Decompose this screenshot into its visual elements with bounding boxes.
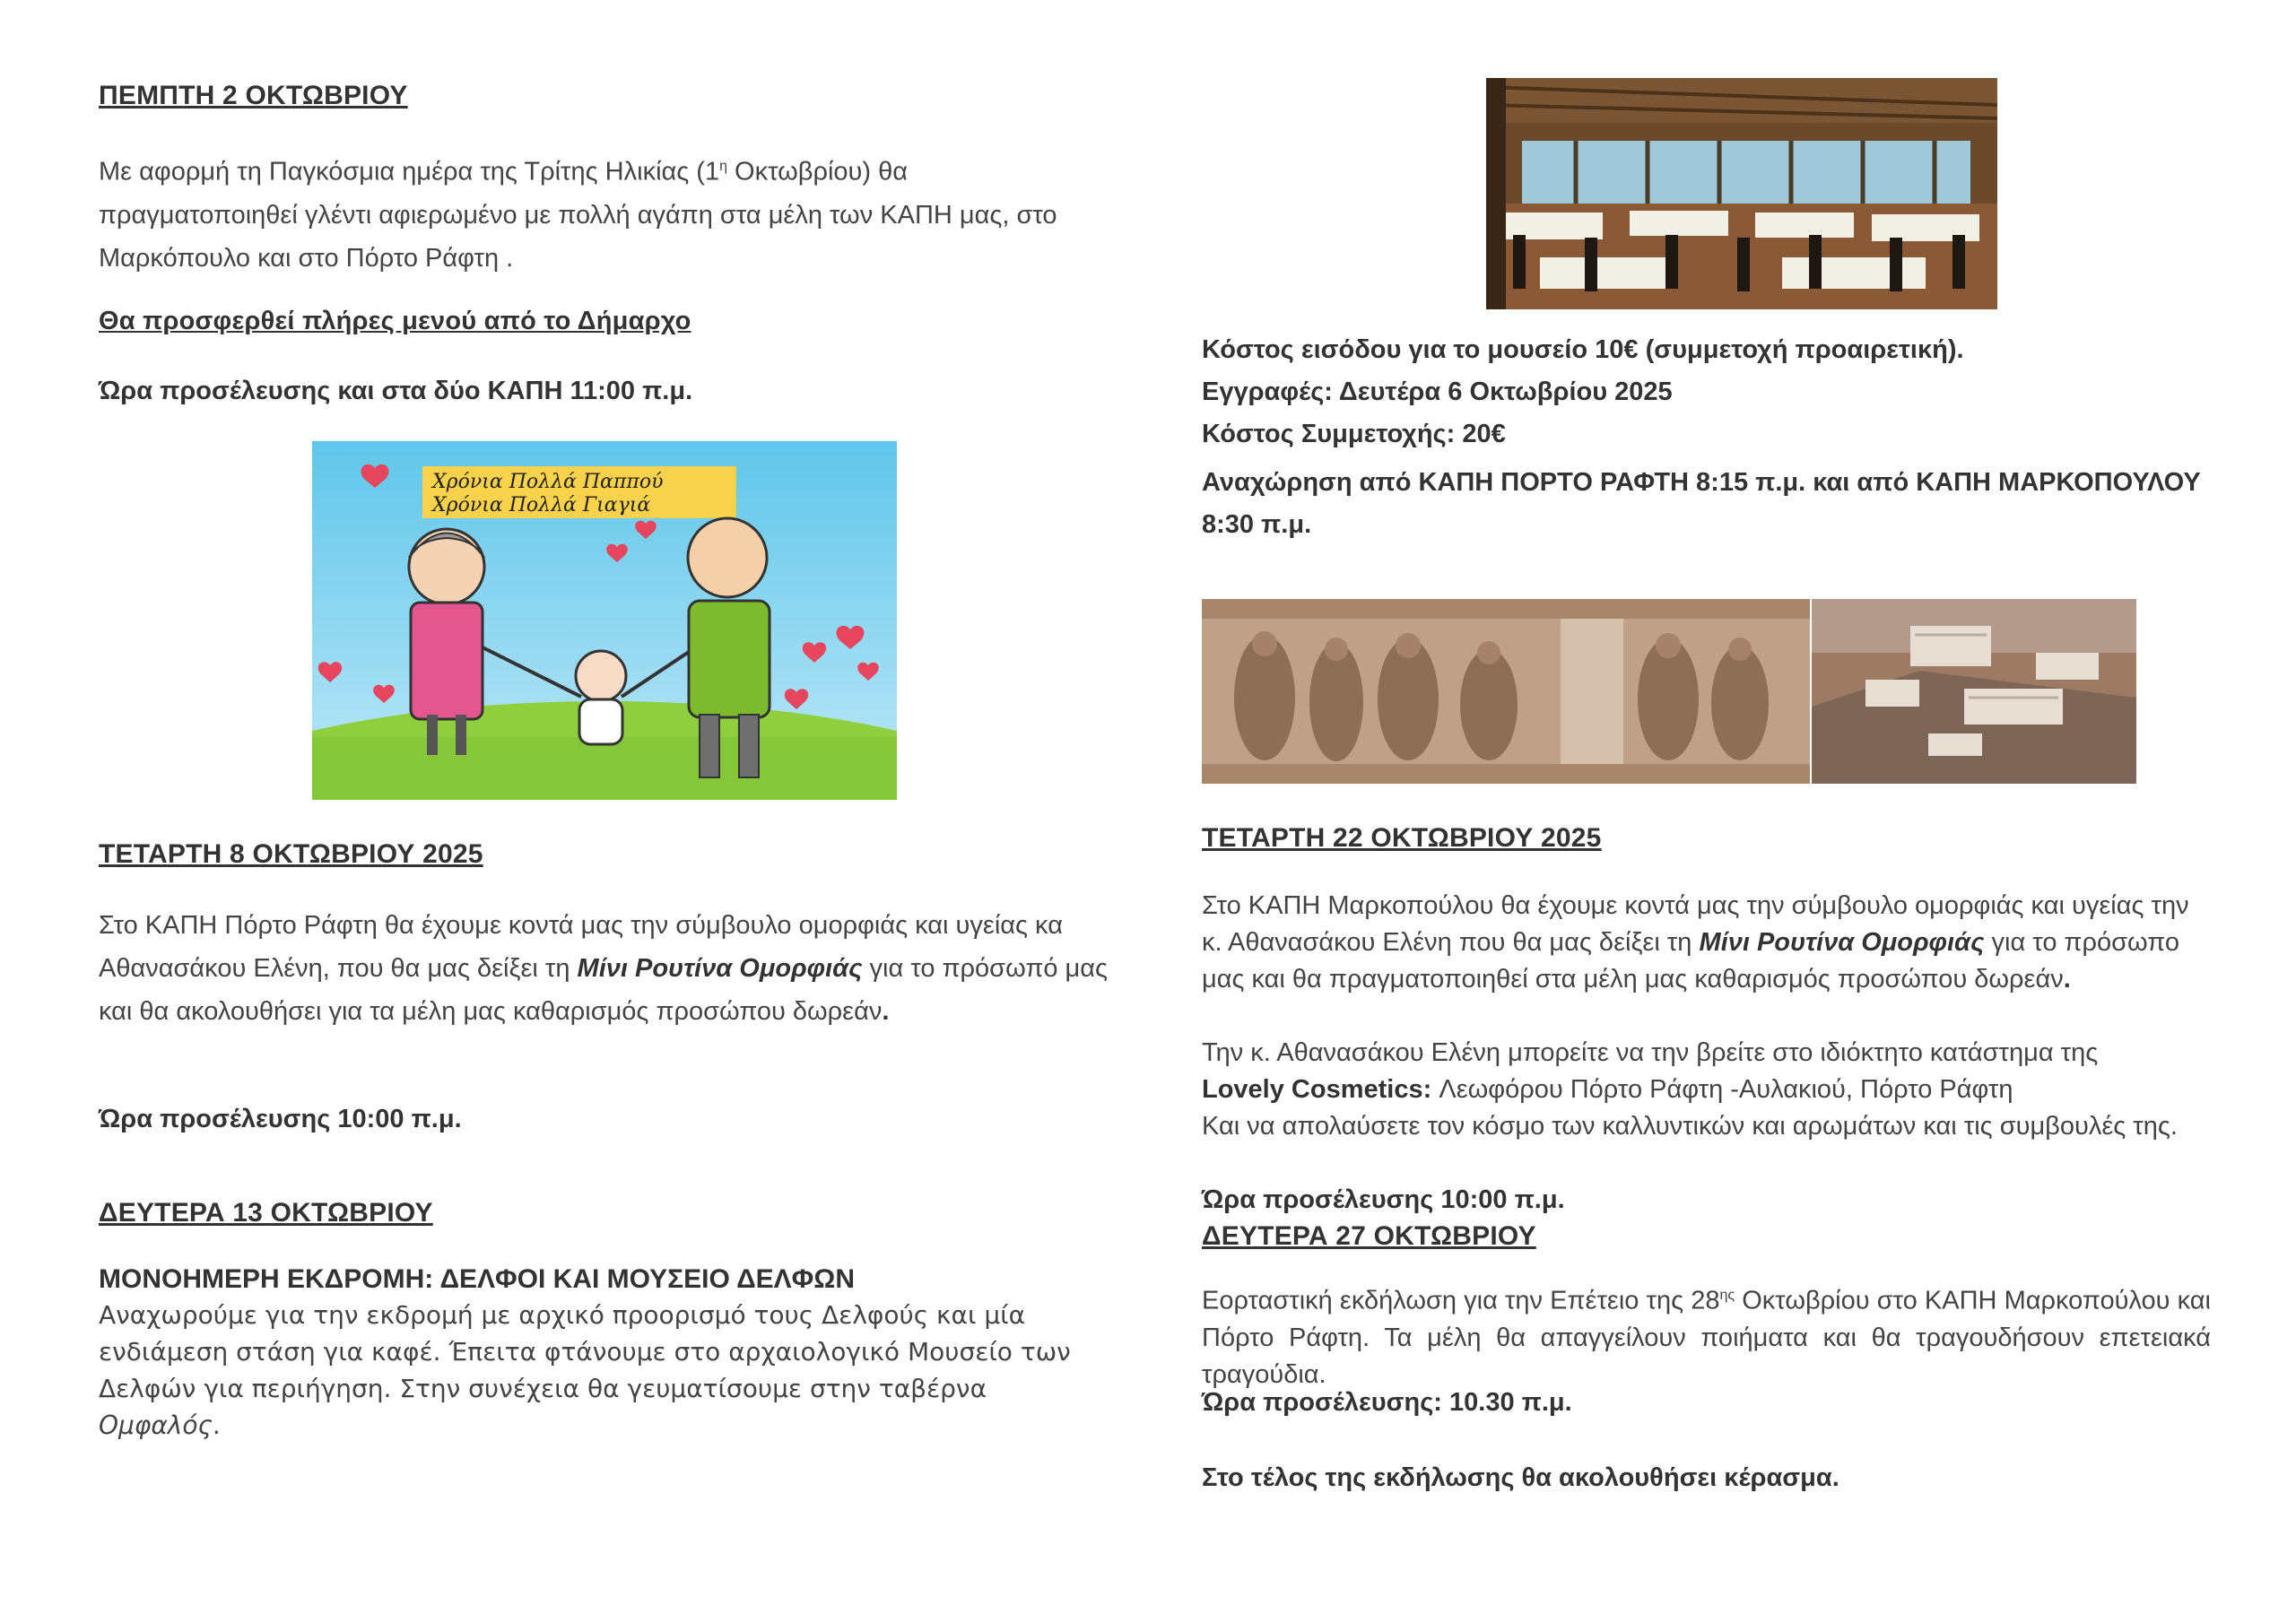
text: Οκτωβρίου στο ΚΑΠΗ Μαρκοπούλου και Πόρτο Ράφτη. Τα μέλη θα απαγγείλουν ποιήματα και θα τραγουδήσουν επετειακά τραγούδια.	[1202, 1286, 2211, 1389]
text: .	[2063, 965, 2071, 994]
heading-wednesday-8-oct: ΤΕΤΑΡΤΗ 8 ΟΚΤΩΒΡΙΟΥ 2025	[99, 839, 483, 869]
text: Οκτωβρίου) θα πραγματοποιηθεί γλέντι αφιερωμένο με πολλή αγάπη στα μέλη των ΚΑΠΗ μας, στο Μαρκόπουλο και στο Πόρτο Ράφτη .	[99, 157, 1057, 273]
paragraph-shop-info: Την κ. Αθανασάκου Ελένη μπορείτε να την βρείτε στο ιδιόκτητο κατάστημα της	[1202, 1038, 2099, 1067]
text: .	[212, 1410, 221, 1440]
text: Στο ΚΑΠΗ Πόρτο Ράφτη θα έχουμε κοντά μας την σύμβουλο ομορφιάς και υγείας κα Αθανασάκου Ελένη, που θα μας δείξει τη	[99, 911, 1063, 983]
arrival-time-line: Ώρα προσέλευσης και στα δύο ΚΑΠΗ 11:00 π.μ.	[99, 377, 693, 405]
heading-wednesday-22-oct: ΤΕΤΑΡΤΗ 22 ΟΚΤΩΒΡΙΟΥ 2025	[1202, 823, 1602, 853]
text: Με αφορμή τη Παγκόσμια ημέρα της Τρίτης Ηλικίας (1	[99, 157, 720, 187]
closing-line: Στο τέλος της εκδήλωσης θα ακολουθήσει κέρασμα.	[1202, 1463, 1839, 1492]
shop-name: Lovely Cosmetics:	[1202, 1075, 1432, 1104]
restaurant-photo-svg	[1486, 78, 1997, 309]
registration-line: Εγγραφές: Δευτέρα 6 Οκτωβρίου 2025	[1202, 378, 1673, 406]
arrival-time-line: Ώρα προσέλευσης 10:00 π.μ.	[99, 1105, 462, 1133]
menu-offer-line: Θα προσφερθεί πλήρες μενού από το Δήμαρχο	[99, 307, 691, 335]
participation-cost-line: Κόστος Συμμετοχής: 20€	[1202, 420, 1506, 448]
paragraph-cosmetics: Και να απολαύσετε τον κόσμο των καλλυντικών και αρωμάτων και τις συμβουλές της.	[1202, 1112, 2178, 1141]
heading-thursday-2-oct: ΠΕΜΠΤΗ 2 ΟΚΤΩΒΡΙΟΥ	[99, 81, 408, 110]
paragraph-seniors-day	[99, 145, 1103, 280]
arrival-time-line: Ώρα προσέλευσης: 10.30 π.μ.	[1202, 1388, 1572, 1417]
shop-address: Λεωφόρου Πόρτο Ράφτη -Αυλακιού, Πόρτο Ράφτη	[1431, 1075, 2013, 1104]
card-line-2: Χρόνια Πολλά Γιαγιά	[432, 494, 651, 516]
heading-monday-27-oct: ΔΕΥΤΕΡΑ 27 ΟΚΤΩΒΡΙΟΥ	[1202, 1221, 1536, 1251]
emphasis: Μίνι Ρουτίνα Ομορφιάς	[1699, 928, 1985, 957]
heading-monday-13-oct: ΔΕΥΤΕΡΑ 13 ΟΚΤΩΒΡΙΟΥ	[99, 1198, 433, 1228]
emphasis: Μίνι Ρουτίνα Ομορφιάς	[577, 954, 863, 983]
museum-cost-line: Κόστος εισόδου για το μουσείο 10€ (συμμετοχή προαιρετική).	[1202, 335, 1964, 364]
paragraph-anniversary-event	[1202, 1277, 2211, 1393]
frieze-photo-svg	[1202, 599, 1810, 784]
superscript: η	[719, 159, 727, 174]
trip-title: ΜΟΝΟΗΜΕΡΗ ΕΚΔΡΟΜΗ: ΔΕΛΦΟΙ ΚΑΙ ΜΟΥΣΕΙΟ ΔΕΛΦΩΝ	[99, 1264, 855, 1294]
paragraph-beauty-routine-porto-rafti	[99, 904, 1112, 1033]
text: .	[882, 997, 890, 1026]
shop-address-line	[1202, 1072, 2211, 1108]
text: Στο ΚΑΠΗ Μαρκοπούλου θα έχουμε κοντά μας την σύμβουλο ομορφιάς και υγείας την κ. Αθανασάκου Ελένη που θα μας δείξει τη	[1202, 891, 2189, 957]
superscript: ης	[1719, 1288, 1735, 1303]
sanctuary-model-photo-svg	[1812, 599, 2136, 784]
card-line-1: Χρόνια Πολλά Παππού	[432, 471, 664, 493]
arrival-time-line: Ώρα προσέλευσης 10:00 π.μ.	[1202, 1185, 1565, 1214]
sanctuary-model-photo	[1812, 599, 2136, 784]
restaurant-photo	[1486, 78, 1997, 309]
departure-line: Αναχώρηση από ΚΑΠΗ ΠΟΡΤΟ ΡΑΦΤΗ 8:15 π.μ. και από ΚΑΠΗ ΜΑΡΚΟΠΟΥΛΟΥ 8:30 π.μ.	[1202, 468, 2201, 539]
emphasis: Ομφαλός	[99, 1410, 213, 1440]
paragraph-beauty-routine-markopoulo	[1202, 888, 2206, 998]
grandparents-illustration	[312, 441, 897, 800]
text: Αναχωρούμε για την εκδρομή με αρχικό προορισμό τους Δελφούς και μία ενδιάμεση στάση για καφέ. Έπειτα φτάνουμε στο αρχαιολογικό Μουσείο των Δελφών για περιήγηση. Στην συνέχεια θα γευματίσουμε στην ταβέρνα	[99, 1300, 1071, 1403]
paragraph-delphi-trip	[99, 1297, 1103, 1444]
text: Εορταστική εκδήλωση για την Επέτειο της 28	[1202, 1286, 1720, 1315]
text: για το πρόσωπο μας και θα πραγματοποιηθεί στα μέλη μας καθαρισμός προσώπου δωρεάν	[1202, 928, 2179, 994]
frieze-photo	[1202, 599, 1810, 784]
grandparents-illustration-svg	[312, 441, 897, 800]
text: για το πρόσωπό μας και θα ακολουθήσει για τα μέλη μας καθαρισμός προσώπου δωρεάν	[99, 954, 1108, 1026]
